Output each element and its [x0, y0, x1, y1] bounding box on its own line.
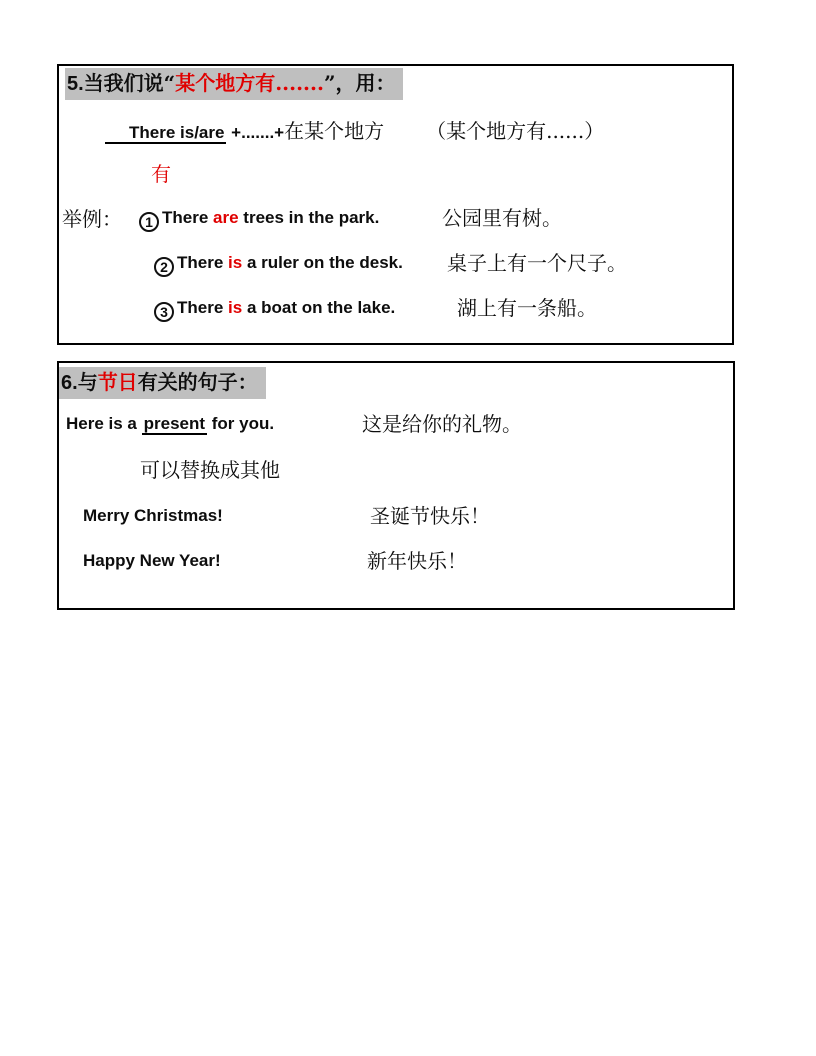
formula-you-gloss: 有 [151, 162, 171, 186]
present-pre: Here is a [66, 414, 142, 433]
section-5-heading-pre: 当我们说“ [83, 71, 176, 95]
example-1-verb: are [213, 208, 239, 227]
section-5-number: 5. [67, 73, 84, 95]
greeting-row-1-en: Merry Christmas! [83, 506, 223, 525]
greeting-row-2-en: Happy New Year! [83, 551, 221, 570]
circled-number-2: 2 [154, 257, 174, 277]
section-5-heading [65, 68, 403, 100]
present-sentence-cn: 这是给你的礼物。 [362, 412, 522, 436]
examples-label: 举例： [62, 207, 122, 231]
section-6-number: 6. [61, 372, 78, 394]
example-2-pre: There [177, 253, 229, 272]
example-row-3-en [154, 295, 395, 322]
formula-there-is-are: There is/are [105, 123, 226, 144]
formula-paren-note: （某个地方有......） [426, 119, 605, 143]
section-5-heading-red: 某个地方有....... [175, 71, 324, 95]
circled-number-3: 3 [154, 302, 174, 322]
example-3-verb: is [228, 298, 243, 317]
circled-number-1: 1 [139, 212, 159, 232]
example-row-1-cn: 公园里有树。 [442, 206, 562, 230]
example-1-pre: There [162, 208, 214, 227]
formula-plus-dots: +.......+ [226, 123, 285, 142]
example-3-pre: There [177, 298, 229, 317]
example-2-post: a ruler on the desk. [242, 253, 403, 272]
example-2-verb: is [228, 253, 243, 272]
section-5-box [57, 64, 734, 345]
section-6-heading [59, 367, 266, 399]
example-row-2-en [154, 250, 403, 277]
present-underlined-word: present [143, 414, 206, 433]
present-sentence-en [66, 411, 274, 437]
greeting-row-1-cn: 圣诞节快乐！ [370, 504, 490, 528]
formula-cn-place: 在某个地方 [284, 119, 385, 143]
example-row-2-cn: 桌子上有一个尺子。 [447, 251, 627, 275]
present-post: for you. [207, 414, 275, 433]
example-1-post: trees in the park. [238, 208, 380, 227]
section-6-heading-pre: 与 [77, 370, 98, 394]
substitution-note: 可以替换成其他 [140, 458, 280, 482]
greeting-row-2-cn: 新年快乐！ [367, 549, 467, 573]
section-6-heading-red: 节日 [97, 370, 138, 394]
section-6-heading-post: 有关的句子： [137, 370, 258, 394]
section-5-heading-post: ”，用： [323, 71, 396, 95]
formula-line [105, 118, 604, 146]
example-row-1-en [139, 205, 379, 232]
example-row-3-cn: 湖上有一条船。 [457, 296, 597, 320]
example-3-post: a boat on the lake. [242, 298, 396, 317]
section-6-box [57, 361, 735, 610]
